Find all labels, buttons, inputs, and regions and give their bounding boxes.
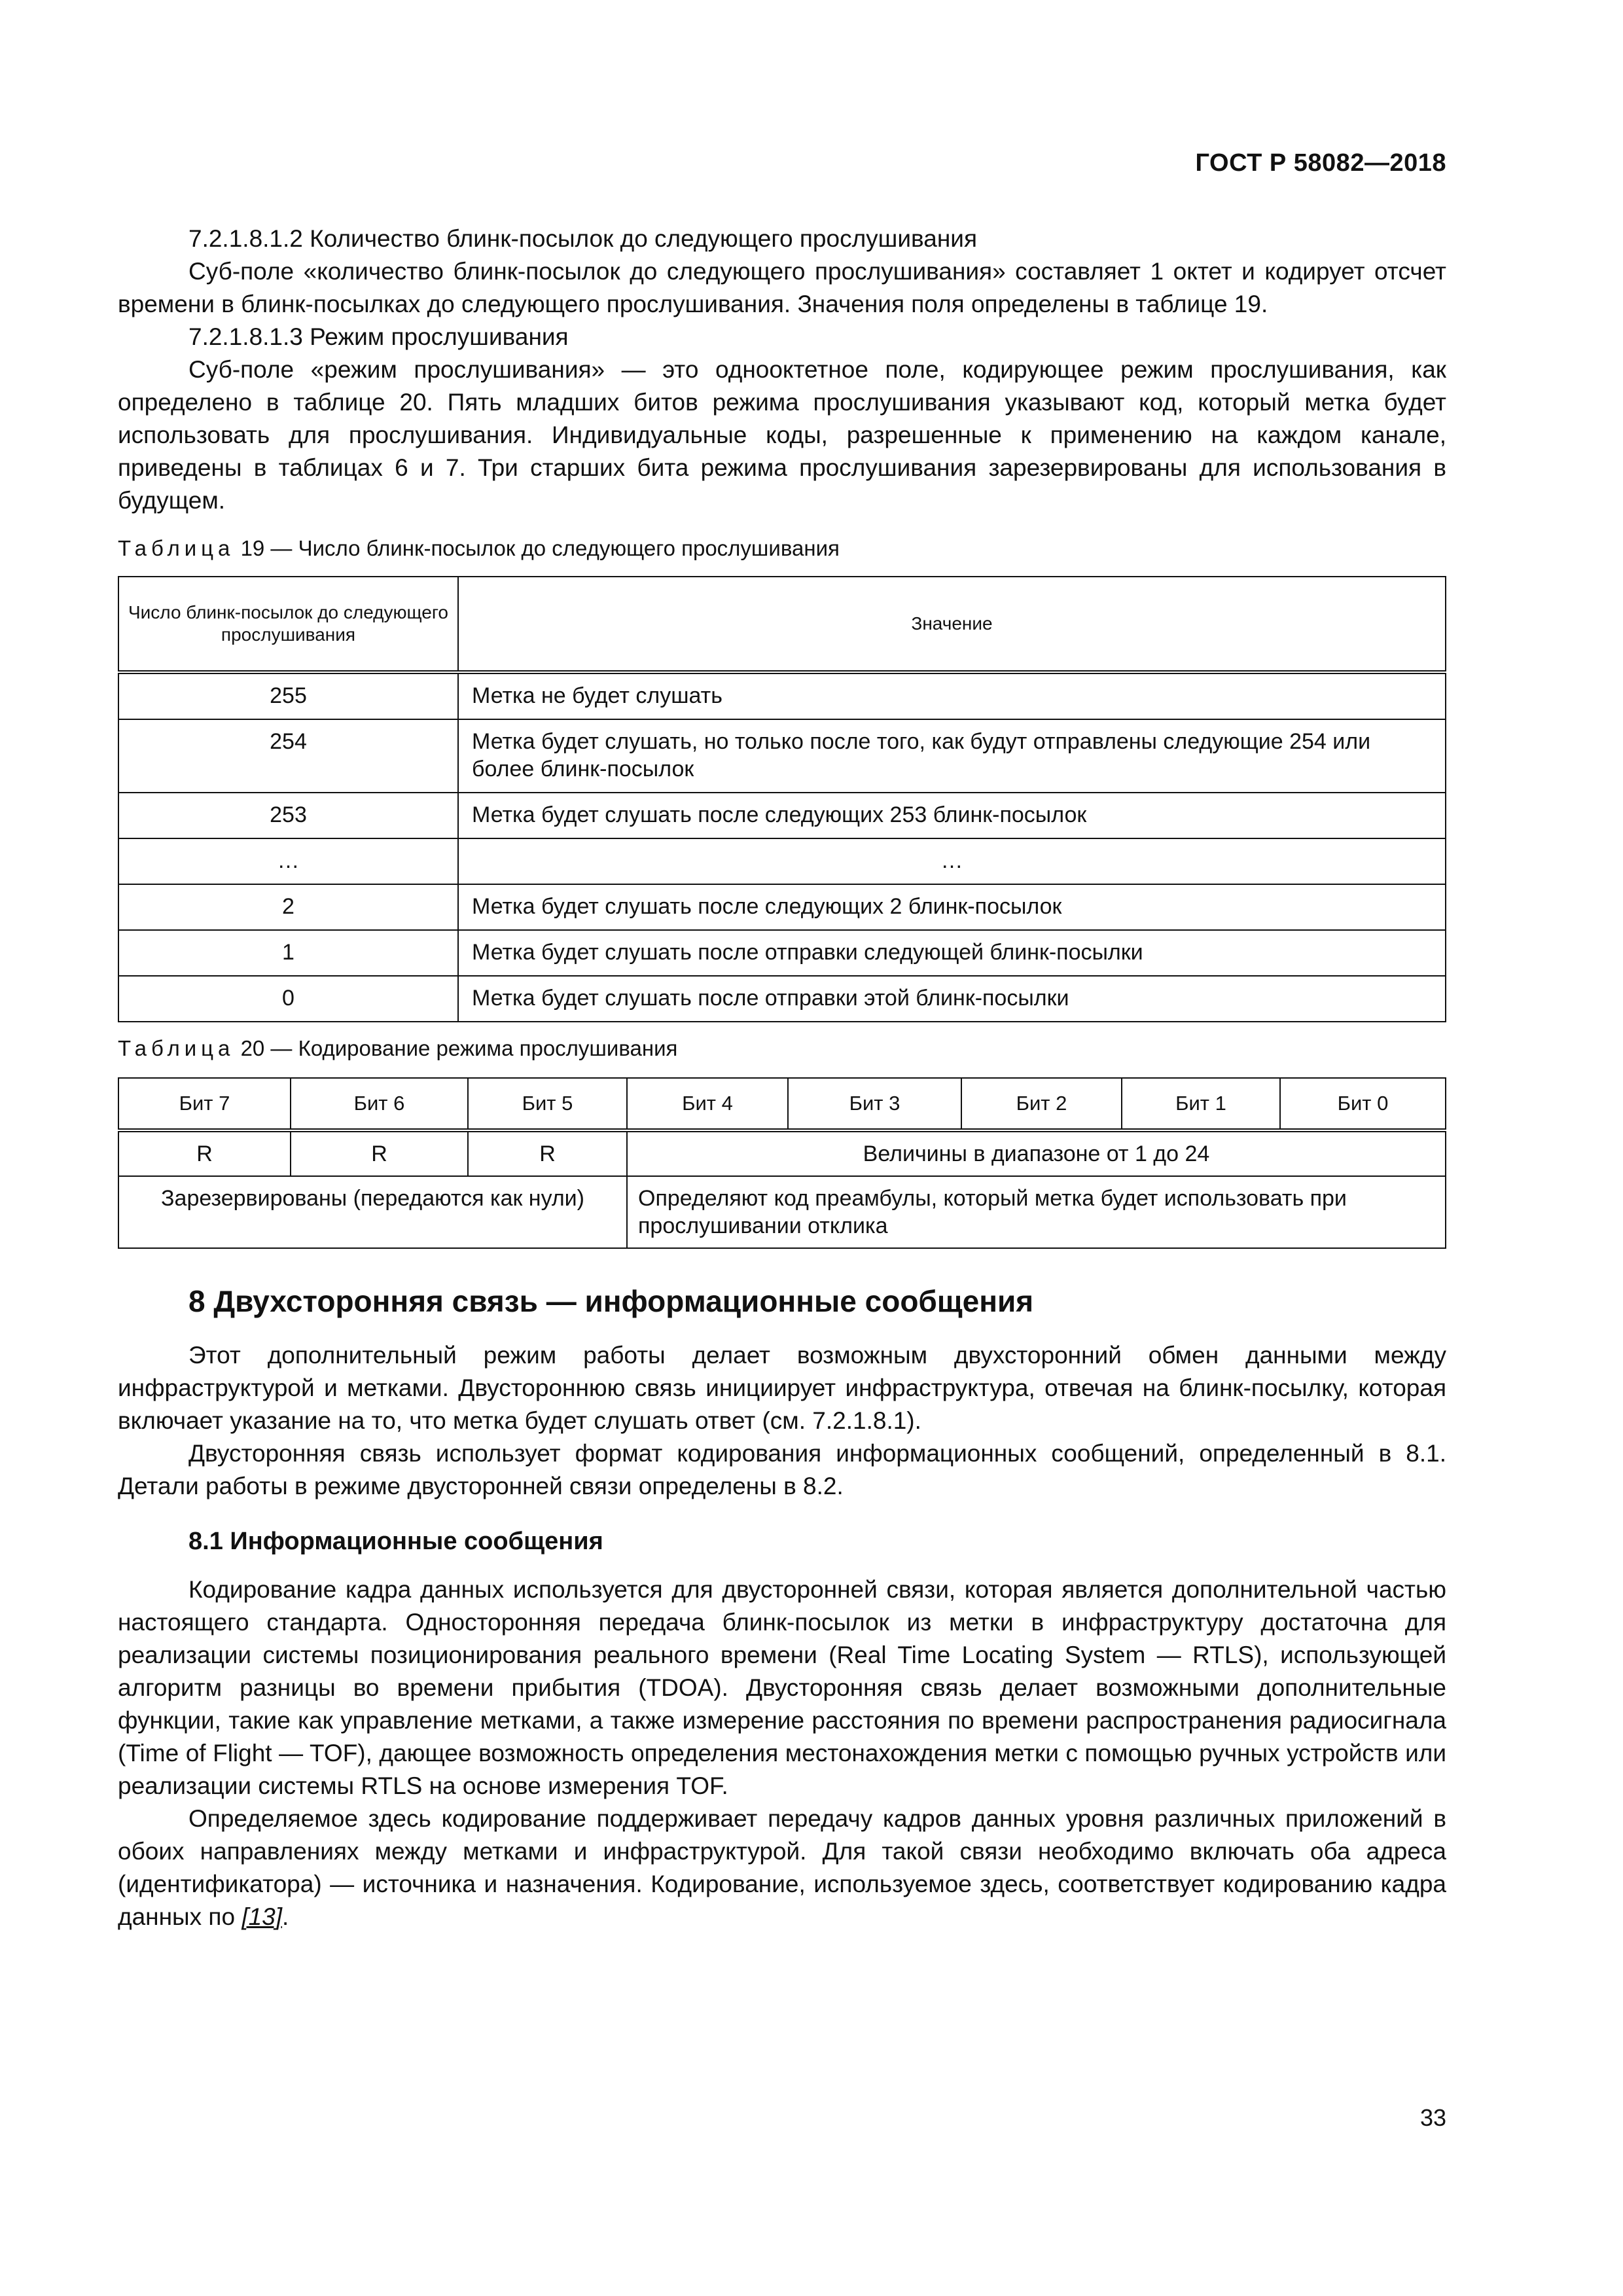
table-19 — [118, 576, 1446, 1022]
table19-cell-meaning: … — [458, 838, 1446, 884]
table19-cell-meaning: Метка будет слушать после отправки этой блинк-посылки — [458, 976, 1446, 1022]
table20-header-bit5: Бит 5 — [468, 1078, 627, 1130]
table-row — [118, 793, 1446, 838]
bibliography-reference-link[interactable]: [13] — [241, 1903, 283, 1930]
table19-cell-meaning: Метка не будет слушать — [458, 672, 1446, 719]
table19-cell-count: 253 — [118, 793, 458, 838]
table19-cell-count: … — [118, 838, 458, 884]
table19-cell-count: 254 — [118, 719, 458, 793]
table-row — [118, 838, 1446, 884]
page-number: 33 — [1419, 2104, 1446, 2131]
page-content — [118, 223, 1446, 1933]
table19-cell-count: 2 — [118, 884, 458, 930]
table19-caption — [118, 534, 1446, 563]
table20-header-bit7: Бит 7 — [118, 1078, 291, 1130]
table19-header-count: Число блинк-посылок до следующего прослушивания — [118, 577, 458, 672]
table20-cell-bit7: R — [118, 1130, 291, 1176]
section-8-paragraph-1: Этот дополнительный режим работы делает возможным двухсторонний обмен данными между инфраструктурой и метками. Двустороннюю связь инициирует инфраструктура, отвечая на блинк-посылку, которая включает указание на то, что метка будет слушать ответ (см. 7.2.1.8.1). — [118, 1342, 1446, 1434]
section-8-1-paragraph-2 — [118, 1803, 1446, 1933]
table20-header-bit6: Бит 6 — [291, 1078, 468, 1130]
table20-header-bit3: Бит 3 — [788, 1078, 961, 1130]
table-row — [118, 884, 1446, 930]
table-row — [118, 672, 1446, 719]
table-row — [118, 976, 1446, 1022]
section-8-1-paragraph-1: Кодирование кадра данных используется для двусторонней связи, которая является дополнительной частью настоящего стандарта. Односторонняя передача блинк-посылок из метки в инфраструктуру достаточна для реализации системы позиционирования реального времени (Real Time Locating System — RTLS), использующей алгоритм разницы во времени прибытия (TDOA). Двусторонняя связь делает возможными дополнительные функции, такие как управление метками, а также измерение расстояния по времени распространения радиосигнала (Time of Flight — TOF), дающее возможность определения местонахождения метки с помощью ручных устройств или реализации системы RTLS на основе измерения TOF. — [118, 1576, 1446, 1799]
table19-cell-meaning: Метка будет слушать после отправки следующей блинк-посылки — [458, 930, 1446, 976]
table20-cell-code-note: Определяют код преамбулы, который метка будет использовать при прослушивании отклика — [627, 1176, 1446, 1248]
paragraph-blink-count: Суб-поле «количество блинк-посылок до следующего прослушивания» составляет 1 октет и кодирует отсчет времени в блинк-посылках до следующего прослушивания. Значения поля определены в таблице 19. — [118, 258, 1446, 317]
table19-cell-meaning: Метка будет слушать после следующих 2 блинк-посылок — [458, 884, 1446, 930]
table-row — [118, 1130, 1446, 1176]
table20-caption — [118, 1034, 1446, 1063]
table19-header-meaning: Значение — [458, 577, 1446, 672]
table20-header-bit1: Бит 1 — [1122, 1078, 1280, 1130]
table19-cell-count: 1 — [118, 930, 458, 976]
subsection-heading-7-2-1-8-1-2: 7.2.1.8.1.2 Количество блинк-посылок до следующего прослушивания — [188, 225, 977, 252]
table20-header-bit0: Бит 0 — [1280, 1078, 1446, 1130]
table19-cell-meaning: Метка будет слушать, но только после того, как будут отправлены следующие 254 или более блинк-посылок — [458, 719, 1446, 793]
table20-cell-reserved-note: Зарезервированы (передаются как нули) — [118, 1176, 627, 1248]
table20-cell-value-range: Величины в диапазоне от 1 до 24 — [627, 1130, 1446, 1176]
table20-caption-label: Таблица — [118, 1036, 235, 1060]
table20-caption-text: 20 — Кодирование режима прослушивания — [240, 1036, 678, 1060]
table19-cell-count: 0 — [118, 976, 458, 1022]
section-8-1-paragraph-2-text: Определяемое здесь кодирование поддерживает передачу кадров данных уровня различных приложений в обоих направлениях между метками и инфраструктурой. Для такой связи необходимо включать оба адреса (идентификатора) — источника и назначения. Кодирование, используемое здесь, соответствует кодированию кадра данных по — [118, 1805, 1446, 1930]
table-row — [118, 930, 1446, 976]
table20-cell-bit6: R — [291, 1130, 468, 1176]
table19-caption-text: 19 — Число блинк-посылок до следующего прослушивания — [240, 536, 840, 560]
table19-cell-meaning: Метка будет слушать после следующих 253 блинк-посылок — [458, 793, 1446, 838]
section-8-1-title: 8.1 Информационные сообщения — [188, 1528, 603, 1555]
subsection-heading-7-2-1-8-1-3: 7.2.1.8.1.3 Режим прослушивания — [188, 323, 569, 350]
table20-header-bit2: Бит 2 — [961, 1078, 1122, 1130]
table-20 — [118, 1077, 1446, 1249]
table-row — [118, 719, 1446, 793]
table19-cell-count: 255 — [118, 672, 458, 719]
section-8-title: 8 Двухсторонняя связь — информационные сообщения — [188, 1284, 1034, 1318]
table20-cell-bit5: R — [468, 1130, 627, 1176]
table20-header-bit4: Бит 4 — [627, 1078, 788, 1130]
section-8-paragraph-2: Двусторонняя связь использует формат кодирования информационных сообщений, определенный в 8.1. Детали работы в режиме двусторонней связи определены в 8.2. — [118, 1440, 1446, 1499]
paragraph-listen-mode: Суб-поле «режим прослушивания» — это однооктетное поле, кодирующее режим прослушивания, как определено в таблице 20. Пять младших битов режима прослушивания указывают код, который метка будет использовать для прослушивания. Индивидуальные коды, разрешенные к применению на каждом канале, приведены в таблицах 6 и 7. Три старших бита режима прослушивания зарезервированы для использования в будущем. — [118, 356, 1446, 514]
table-row — [118, 1176, 1446, 1248]
standard-header: ГОСТ Р 58082—2018 — [1195, 149, 1446, 177]
sentence-end: . — [282, 1903, 289, 1930]
table19-caption-label: Таблица — [118, 536, 235, 560]
